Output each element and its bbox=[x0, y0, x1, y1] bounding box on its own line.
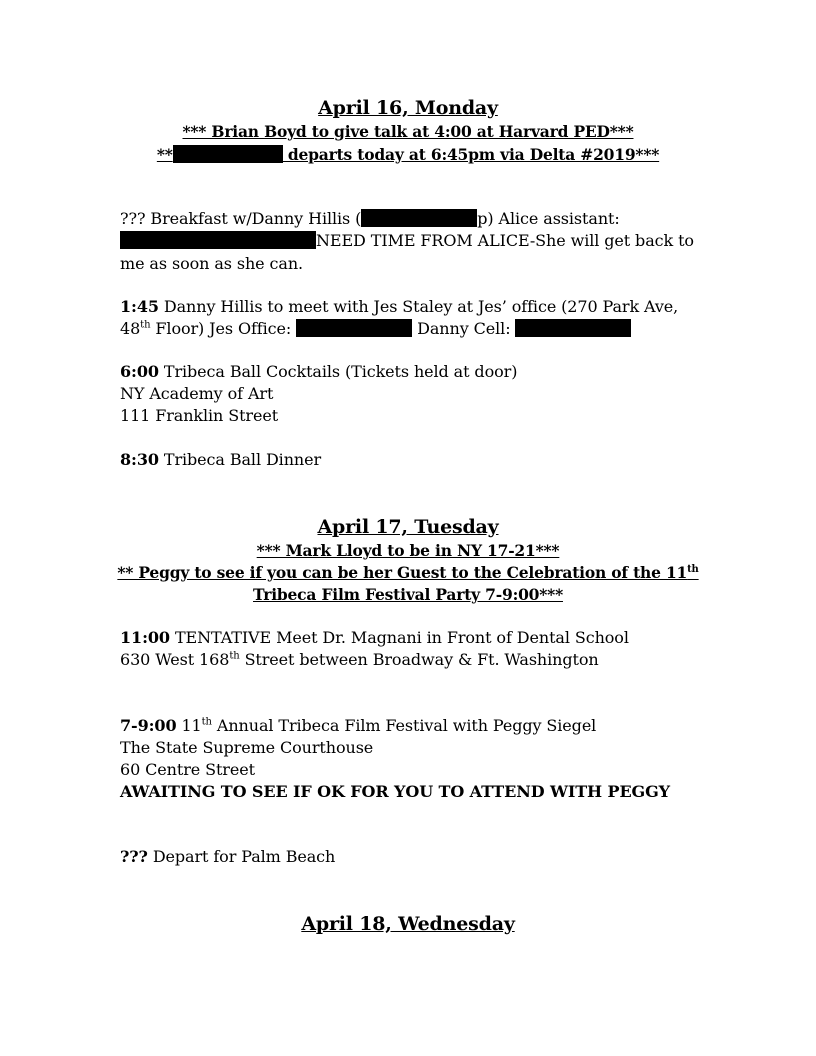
festival-awaiting-note: AWAITING TO SEE IF OK FOR YOU TO ATTEND WITH PEGGY bbox=[120, 782, 671, 801]
jes-office-label: Floor) Jes Office: bbox=[150, 319, 297, 338]
festival-venue: The State Supreme Courthouse bbox=[120, 738, 374, 757]
dental-time: 11:00 bbox=[120, 628, 170, 647]
depart-line bbox=[120, 847, 335, 866]
festival-text-b: Annual Tribeca Film Festival with Peggy Siegel bbox=[211, 716, 597, 735]
meeting-text: Danny Hillis to meet with Jes Staley at Jes’ office (270 Park Ave, bbox=[158, 297, 679, 316]
day-heading-april-16: April 16, Monday bbox=[318, 97, 498, 119]
dental-text: TENTATIVE Meet Dr. Magnani in Front of Dental School bbox=[169, 628, 629, 647]
dinner-text: Tribeca Ball Dinner bbox=[158, 450, 322, 469]
note-peggy-suffix: th bbox=[687, 563, 699, 575]
festival-address: 60 Centre Street bbox=[120, 760, 255, 779]
note-festival-party: Tribeca Film Festival Party 7-9:00*** bbox=[253, 585, 563, 604]
dental-line-1 bbox=[120, 628, 629, 647]
day-heading-april-18: April 18, Wednesday bbox=[301, 913, 515, 935]
floor-suffix: th bbox=[140, 319, 151, 331]
note-peggy-text: ** Peggy to see if you can be her Guest to the Celebration of the 11 bbox=[117, 563, 688, 582]
redaction-block bbox=[120, 231, 316, 249]
depart-text: Depart for Palm Beach bbox=[147, 847, 336, 866]
meeting-line-1 bbox=[120, 297, 678, 316]
danny-cell-label: Danny Cell: bbox=[412, 319, 516, 338]
note-departure-text: departs today at 6:45pm via Delta #2019*** bbox=[282, 145, 660, 164]
festival-text-a: 11 bbox=[176, 716, 202, 735]
cocktails-line-1 bbox=[120, 362, 517, 381]
redaction-block bbox=[515, 319, 631, 337]
redaction-block bbox=[361, 209, 477, 227]
dinner-line bbox=[120, 450, 321, 469]
note-brian-boyd: *** Brian Boyd to give talk at 4:00 at Harvard PED*** bbox=[182, 122, 634, 141]
floor-number: 48 bbox=[120, 319, 141, 338]
breakfast-line-3: me as soon as she can. bbox=[120, 254, 304, 273]
dinner-time: 8:30 bbox=[120, 450, 159, 469]
cocktails-address: 111 Franklin Street bbox=[120, 406, 279, 425]
breakfast-line-1 bbox=[120, 209, 620, 228]
meeting-time: 1:45 bbox=[120, 297, 159, 316]
meeting-line-2 bbox=[120, 319, 631, 338]
redaction-block bbox=[173, 145, 283, 163]
depart-time: ??? bbox=[120, 847, 148, 866]
festival-time: 7-9:00 bbox=[120, 716, 177, 735]
note-peggy bbox=[0, 563, 816, 582]
note-departure bbox=[0, 145, 816, 164]
cocktails-text: Tribeca Ball Cocktails (Tickets held at door) bbox=[158, 362, 518, 381]
breakfast-line-2 bbox=[120, 231, 694, 250]
dental-address-b: Street between Broadway & Ft. Washington bbox=[239, 650, 599, 669]
note-departure-prefix: ** bbox=[156, 145, 173, 164]
note-mark-lloyd: *** Mark Lloyd to be in NY 17-21*** bbox=[256, 541, 560, 560]
breakfast-text-b: p) Alice assistant: bbox=[477, 209, 620, 228]
day-heading-april-17: April 17, Tuesday bbox=[317, 516, 499, 538]
festival-suffix: th bbox=[201, 716, 212, 728]
dental-address-a: 630 West 168 bbox=[120, 650, 230, 669]
festival-line-1 bbox=[120, 716, 596, 735]
cocktails-venue: NY Academy of Art bbox=[120, 384, 274, 403]
dental-line-2 bbox=[120, 650, 599, 669]
dental-address-suffix: th bbox=[229, 650, 240, 662]
cocktails-time: 6:00 bbox=[120, 362, 159, 381]
breakfast-text-c: NEED TIME FROM ALICE-She will get back to bbox=[316, 231, 694, 250]
breakfast-text-a: ??? Breakfast w/Danny Hillis ( bbox=[120, 209, 362, 228]
redaction-block bbox=[296, 319, 412, 337]
